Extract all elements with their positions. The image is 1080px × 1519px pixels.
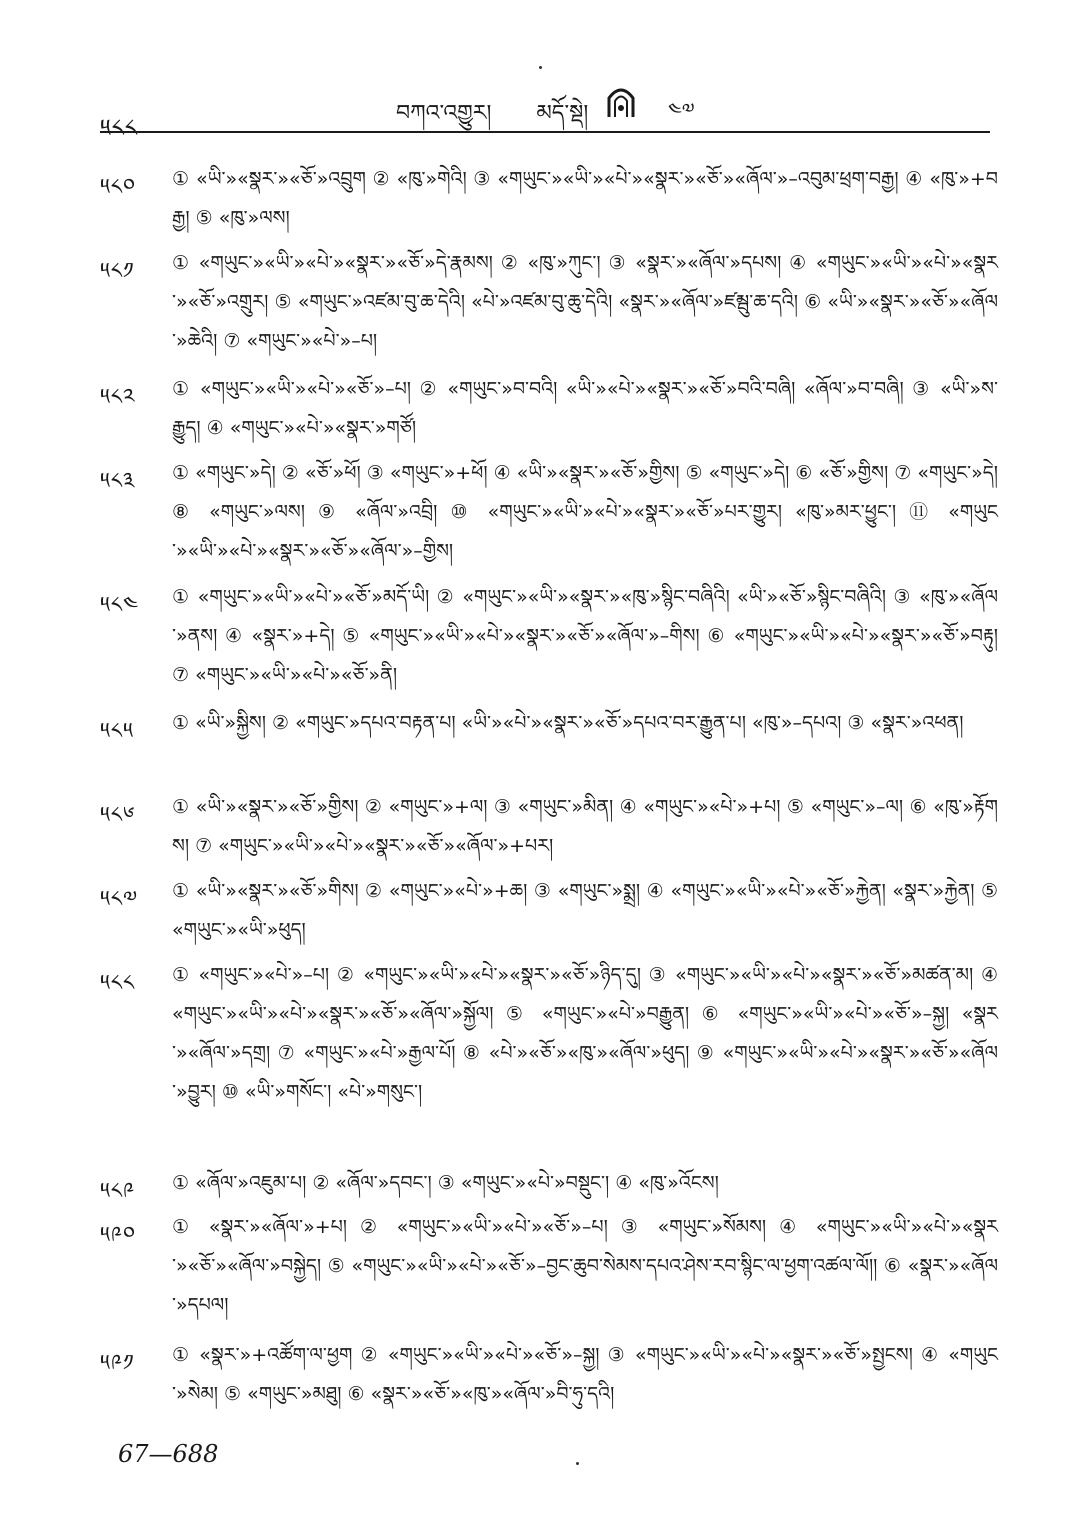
running-title-collection: བཀའ་འགྱུར། <box>396 101 492 126</box>
entry-number: ༥༨༦ <box>100 803 136 828</box>
bottom-folio: 67—688 <box>118 1440 219 1468</box>
entry-text: ① «གཡུང་»«ཡི་»«པེ་»«སྣར་»«ཅོ་»དེ་རྣམས། ② «ཁུ་»ཀུང་། ③ «སྣར་»«ཞོལ་»དཔས། ④ «གཡུང་»«ཡི་»«པེ་»«སྣར་»«ཅོ་»འགྲུར། ⑤ «གཡུང་»འཛམ་བུ་ཆ་དེའི། «པེ་»འཛམ་བུ་ཆུ་དེའི། «སྣར་»«ཞོལ་»ཛམྦུ་ཆ་དའི། ⑥ «ཡི་»«སྣར་»«ཅོ་»«ཞོལ་»ཆེའི། ⑦ «གཡུང་»«པེ་»–པ། <box>172 252 998 352</box>
entry-number: ༥༨༡ <box>100 259 135 284</box>
entry-number: ༥༨༧ <box>100 887 139 912</box>
entry-text: ① «གཡུང་»«པེ་»–པ། ② «གཡུང་»«ཡི་»«པེ་»«སྣར་»«ཅོ་»ཉིད་དུ། ③ «གཡུང་»«ཡི་»«པེ་»«སྣར་»«ཅོ་»མཚན་མ། ④ «གཡུང་»«ཡི་»«པེ་»«སྣར་»«ཅོ་»«ཞོལ་»སྐྱོལ། ⑤ «གཡུང་»«པེ་»བརྒྱུན། ⑥ «གཡུང་»«ཡི་»«པེ་»«ཅོ་»–སྐྱ། «སྣར་»«ཞོལ་»དགྲ། ⑦ «གཡུང་»«པེ་»རྒྱལ་པོ། ⑧ «པེ་»«ཅོ་»«ཁུ་»«ཞོལ་»ཕུད། ⑨ «གཡུང་»«ཡི་»«པེ་»«སྣར་»«ཅོ་»«ཞོལ་»བྱུར། ⑩ «ཡི་»གསོང་། «པེ་»གསུང་། <box>172 964 998 1103</box>
header-folio: ༤༧ <box>668 98 695 122</box>
entry-number: ༥༨༠ <box>100 175 137 200</box>
entry-text: ① «གཡུང་»«ཡི་»«པེ་»«ཅོ་»མདོ་ཡི། ② «གཡུང་»«ཡི་»«སྣར་»«ཁུ་»སྙིང་བཞིའི། «ཡི་»«ཅོ་»སྙིང་བཞིའི། ③ «ཁུ་»«ཞོལ་»ནས། ④ «སྣར་»+དེ། ⑤ «གཡུང་»«ཡི་»«པེ་»«སྣར་»«ཅོ་»«ཞོལ་»–གིས། ⑥ «གཡུང་»«ཡི་»«པེ་»«སྣར་»«ཅོ་»བརྟུ། ⑦ «གཡུང་»«ཡི་»«པེ་»«ཅོ་»ནི། <box>172 586 998 686</box>
entry-text: ① «གཡུང་»དེ། ② «ཅོ་»ཕོ། ③ «གཡུང་»+ཕོ། ④ «ཡི་»«སྣར་»«ཅོ་»གྱིས། ⑤ «གཡུང་»དེ། ⑥ «ཅོ་»གྱིས། ⑦ «གཡུང་»དེ། ⑧ «གཡུང་»ལས། ⑨ «ཞོལ་»འབྲི། ⑩ «གཡུང་»«ཡི་»«པེ་»«སྣར་»«ཅོ་»པར་གྱུར། «ཁུ་»མར་ཕྱུང་། ⑪ «གཡུང་»«ཡི་»«པེ་»«སྣར་»«ཅོ་»«ཞོལ་»–གྱིས། <box>172 462 998 562</box>
entry-number: ༥༩༠ <box>100 1223 137 1248</box>
entry-text: ① «ཡི་»«སྣར་»«ཅོ་»གིས། ② «གཡུང་»«པེ་»+ཆ། ③ «གཡུང་»སྨྲ། ④ «གཡུང་»«ཡི་»«པེ་»«ཅོ་»རྐྱེན། «སྣར་»རྐྱེན། ⑤ «གཡུང་»«ཡི་»ཕུད། <box>172 880 998 941</box>
entry-number: ༥༨༤ <box>100 593 140 618</box>
entry-number: ༥༨༩ <box>100 1179 136 1204</box>
volume-emblem-icon <box>606 84 636 118</box>
running-title-section: མདོ་སྡེ། <box>536 101 589 126</box>
entry-text: ① «སྣར་»«ཞོལ་»+པ། ② «གཡུང་»«ཡི་»«པེ་»«ཅོ་»–པ། ③ «གཡུང་»སོམས། ④ «གཡུང་»«ཡི་»«པེ་»«སྣར་»«ཅོ་»«ཞོལ་»བསྐྱེད། ⑤ «གཡུང་»«ཡི་»«པེ་»«ཅོ་»–བྱང་ཆུབ་སེམས་དཔའ་ཤེས་རབ་སྙིང་ལ་ཕྱག་འཚལ་ལོ།། ⑥ «སྣར་»«ཞོལ་»དཔལ། <box>172 1216 998 1316</box>
entry-text: ① «ཡི་»སྐྱིས། ② «གཡུང་»དཔའ་བརྟན་པ། «ཡི་»«པེ་»«སྣར་»«ཅོ་»དཔའ་བར་རྒྱུན་པ། «ཁུ་»–དཔའ། ③ «སྣར་»འཕན། <box>172 712 964 734</box>
entry-number: ༥༨༣ <box>100 469 136 494</box>
entry-number: ༥༨༨ <box>100 971 136 996</box>
entry-text: ① «སྣར་»+འཚོག་ལ་ཕྱག ② «གཡུང་»«ཡི་»«པེ་»«ཅོ་»–སྐྱ། ③ «གཡུང་»«ཡི་»«པེ་»«སྣར་»«ཅོ་»སྤྱངས། ④ «གཡུང་»སེམ། ⑤ «གཡུང་»མཐུ། ⑥ «སྣར་»«ཅོ་»«ཁུ་»«ཞོལ་»བི་ཧུ་དའི། <box>172 1344 998 1405</box>
entry-number: ༥༩༡ <box>100 1351 135 1376</box>
entry-text: ① «ཡི་»«སྣར་»«ཅོ་»འབྲུག ② «ཁུ་»གེའི། ③ «གཡུང་»«ཡི་»«པེ་»«སྣར་»«ཅོ་»«ཞོལ་»–འབུམ་ཕྲག་བརྒྱ། ④ «ཁུ་»+བརྒྱ། ⑤ «ཁུ་»ལས། <box>172 168 998 229</box>
entry-number: ༥༨༥ <box>100 719 134 744</box>
entry-text: ① «ཞོལ་»འཇུམ་པ། ② «ཞོལ་»དབང་། ③ «གཡུང་»«པེ་»བསྡུང་། ④ «ཁུ་»འོངས། <box>172 1172 719 1194</box>
entry-text: ① «གཡུང་»«ཡི་»«པེ་»«ཅོ་»–པ། ② «གཡུང་»བ་བའི། «ཡི་»«པེ་»«སྣར་»«ཅོ་»བའི་བཞི། «ཞོལ་»བ་བཞི། ③ «ཡི་»ས་རྒྱུད། ④ «གཡུང་»«པེ་»«སྣར་»གཙོ། <box>172 378 998 439</box>
print-speck <box>539 66 542 69</box>
running-title <box>396 88 626 150</box>
header-rule <box>100 131 990 133</box>
entry-number: ༥༨༢ <box>100 385 136 410</box>
print-speck <box>576 1462 579 1465</box>
entry-text: ① «ཡི་»«སྣར་»«ཅོ་»གྱིས། ② «གཡུང་»+ལ། ③ «གཡུང་»མིན། ④ «གཡུང་»«པེ་»+པ། ⑤ «གཡུང་»–ལ། ⑥ «ཁུ་»རྟོགས། ⑦ «གཡུང་»«ཡི་»«པེ་»«སྣར་»«ཅོ་»«ཞོལ་»+པར། <box>172 796 998 857</box>
page-number: ༥༨༨ <box>100 114 139 142</box>
